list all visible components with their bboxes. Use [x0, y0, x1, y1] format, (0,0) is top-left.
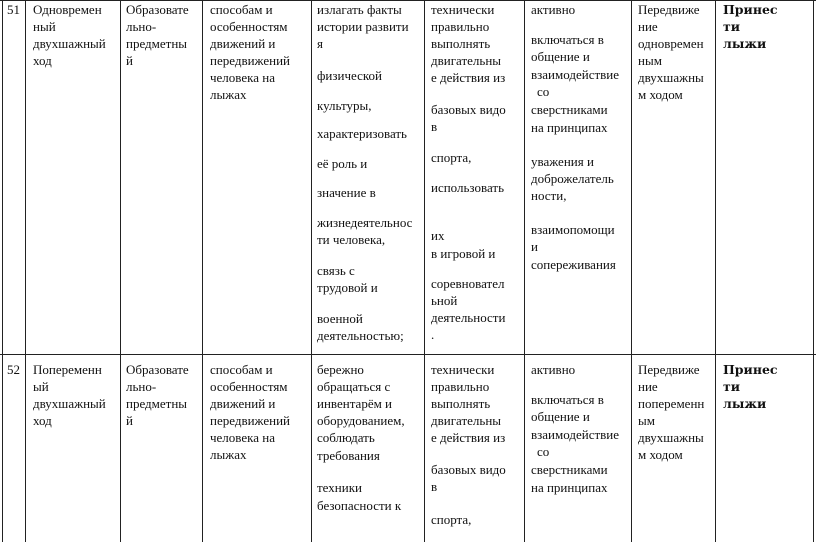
homework-cell: [723, 1, 778, 52]
activity-line: ым: [638, 413, 655, 428]
subject-results-line: деятельности: [431, 310, 506, 325]
subject-results-line: соревновател: [431, 276, 505, 291]
content-line: человека на: [210, 430, 275, 445]
homework-line: Принес: [723, 2, 778, 17]
content-cell: [210, 361, 290, 463]
table-border-right: [813, 0, 814, 542]
lesson-type-line: льно-: [126, 379, 157, 394]
homework-line: ти: [723, 379, 741, 394]
content-line: движений и: [210, 396, 276, 411]
personal-results-line: техники: [317, 480, 362, 495]
subject-results-line: .: [431, 327, 435, 342]
personal-results-line: истории развити: [317, 19, 409, 34]
lesson-type-line: предметны: [126, 396, 188, 411]
row-divider: [0, 354, 816, 355]
personal-results-line: оборудованием,: [317, 413, 405, 428]
content-line: лыжах: [210, 447, 247, 462]
content-line: движений и: [210, 36, 276, 51]
subject-results-line: спорта,: [431, 150, 472, 165]
content-line: передвижений: [210, 413, 290, 428]
personal-results-line: характеризовать: [317, 126, 407, 141]
lesson-title-cell: [33, 1, 106, 69]
subject-results-line: двигательны: [431, 413, 502, 428]
activity-line: двухшажны: [638, 70, 704, 85]
subject-results-line: правильно: [431, 19, 490, 34]
lesson-title-line: Одновремен: [33, 2, 102, 17]
column-divider: [424, 0, 425, 542]
personal-results-line: культуры,: [317, 98, 372, 113]
homework-line: лыжи: [723, 396, 767, 411]
meta-results-line: со: [537, 84, 550, 99]
subject-results-line: е действия из: [431, 70, 506, 85]
personal-results-line: требования: [317, 448, 380, 463]
lesson-type-line: предметны: [126, 36, 188, 51]
homework-line: лыжи: [723, 36, 767, 51]
subject-results-line: ьной: [431, 293, 458, 308]
subject-results-line: базовых видо: [431, 102, 506, 117]
activity-line: Передвиже: [638, 2, 700, 17]
activity-cell: [638, 361, 704, 463]
lesson-title-line: ый: [33, 379, 49, 394]
meta-results-line: и: [531, 239, 538, 254]
activity-cell: [638, 1, 704, 103]
meta-results-line: сопереживания: [531, 257, 616, 272]
content-line: человека на: [210, 70, 275, 85]
meta-results-line: общение и: [531, 409, 590, 424]
personal-results-line: безопасности к: [317, 498, 402, 513]
lesson-type-line: Образовате: [126, 362, 189, 377]
meta-results-line: взаимопомощи: [531, 222, 615, 237]
row-number: 52: [7, 362, 20, 377]
meta-results-line: активно: [531, 2, 576, 17]
personal-results-line: трудовой и: [317, 280, 378, 295]
activity-line: попеременн: [638, 396, 705, 411]
content-line: лыжах: [210, 87, 247, 102]
column-divider: [25, 0, 26, 542]
homework-cell: [723, 361, 778, 412]
subject-results-line: технически: [431, 2, 495, 17]
homework-line: Принес: [723, 362, 778, 377]
personal-results-line: значение в: [317, 185, 376, 200]
subject-results-line: в: [431, 479, 438, 494]
activity-line: м ходом: [638, 447, 683, 462]
column-divider: [631, 0, 632, 542]
meta-results-line: на принципах: [531, 120, 608, 135]
subject-results-line: выполнять: [431, 396, 491, 411]
meta-results-line: взаимодействие: [531, 427, 620, 442]
meta-results-line: уважения и: [531, 154, 594, 169]
lesson-title-line: двухшажный: [33, 36, 106, 51]
lesson-type-line: й: [126, 413, 133, 428]
lesson-type-cell: [126, 361, 189, 429]
content-line: способам и: [210, 362, 273, 377]
homework-line: ти: [723, 19, 741, 34]
personal-results-line: инвентарём и: [317, 396, 393, 411]
personal-results-line: ти человека,: [317, 232, 386, 247]
subject-results-line: в: [431, 119, 438, 134]
activity-line: м ходом: [638, 87, 683, 102]
meta-results-line: активно: [531, 362, 576, 377]
personal-results-line: её роль и: [317, 156, 368, 171]
lesson-type-line: льно-: [126, 19, 157, 34]
lesson-title-line: ход: [33, 53, 52, 68]
activity-line: ние: [638, 379, 658, 394]
personal-results-line: обращаться с: [317, 379, 391, 394]
lesson-type-line: Образовате: [126, 2, 189, 17]
meta-results-line: сверстниками: [531, 462, 608, 477]
personal-results-line: физической: [317, 68, 382, 83]
content-line: особенностям: [210, 19, 288, 34]
column-divider: [311, 0, 312, 542]
subject-results-line: базовых видо: [431, 462, 506, 477]
personal-results-line: военной: [317, 311, 363, 326]
meta-results-line: включаться в: [531, 32, 604, 47]
lesson-title-line: ход: [33, 413, 52, 428]
column-divider: [202, 0, 203, 542]
meta-results-line: общение и: [531, 49, 590, 64]
row-number: 51: [7, 2, 20, 17]
content-line: передвижений: [210, 53, 290, 68]
content-line: особенностям: [210, 379, 288, 394]
meta-results-line: со: [537, 444, 550, 459]
personal-results-line: соблюдать: [317, 430, 375, 445]
column-divider: [120, 0, 121, 542]
row-number-cell: [7, 1, 20, 18]
meta-results-line: ности,: [531, 188, 567, 203]
subject-results-line: двигательны: [431, 53, 502, 68]
row-number-cell: [7, 361, 20, 378]
lesson-type-cell: [126, 1, 189, 69]
personal-results-line: излагать факты: [317, 2, 402, 17]
meta-results-line: сверстниками: [531, 102, 608, 117]
subject-results-line: выполнять: [431, 36, 491, 51]
meta-results-line: взаимодействие: [531, 67, 620, 82]
subject-results-line: правильно: [431, 379, 490, 394]
personal-results-line: бережно: [317, 362, 364, 377]
column-divider: [524, 0, 525, 542]
activity-line: ние: [638, 19, 658, 34]
activity-line: ным: [638, 53, 662, 68]
lesson-type-line: й: [126, 53, 133, 68]
meta-results-line: включаться в: [531, 392, 604, 407]
personal-results-line: я: [317, 36, 323, 51]
meta-results-line: доброжелатель: [531, 171, 614, 186]
activity-line: одновремен: [638, 36, 704, 51]
table-border-left: [2, 0, 3, 542]
subject-results-line: технически: [431, 362, 495, 377]
subject-results-line: е действия из: [431, 430, 506, 445]
content-line: способам и: [210, 2, 273, 17]
personal-results-line: связь с: [317, 263, 355, 278]
activity-line: двухшажны: [638, 430, 704, 445]
personal-results-line: жизнедеятельнос: [317, 215, 413, 230]
content-cell: [210, 1, 290, 103]
lesson-title-line: двухшажный: [33, 396, 106, 411]
subject-results-line: использовать: [431, 180, 504, 195]
personal-results-line: деятельностью;: [317, 328, 404, 343]
column-divider: [715, 0, 716, 542]
subject-results-line: в игровой и: [431, 246, 496, 261]
lesson-title-cell: [33, 361, 106, 429]
meta-results-line: на принципах: [531, 480, 608, 495]
subject-results-line: спорта,: [431, 512, 472, 527]
subject-results-line: их: [431, 228, 445, 243]
lesson-title-line: Попеременн: [33, 362, 102, 377]
activity-line: Передвиже: [638, 362, 700, 377]
lesson-title-line: ный: [33, 19, 56, 34]
